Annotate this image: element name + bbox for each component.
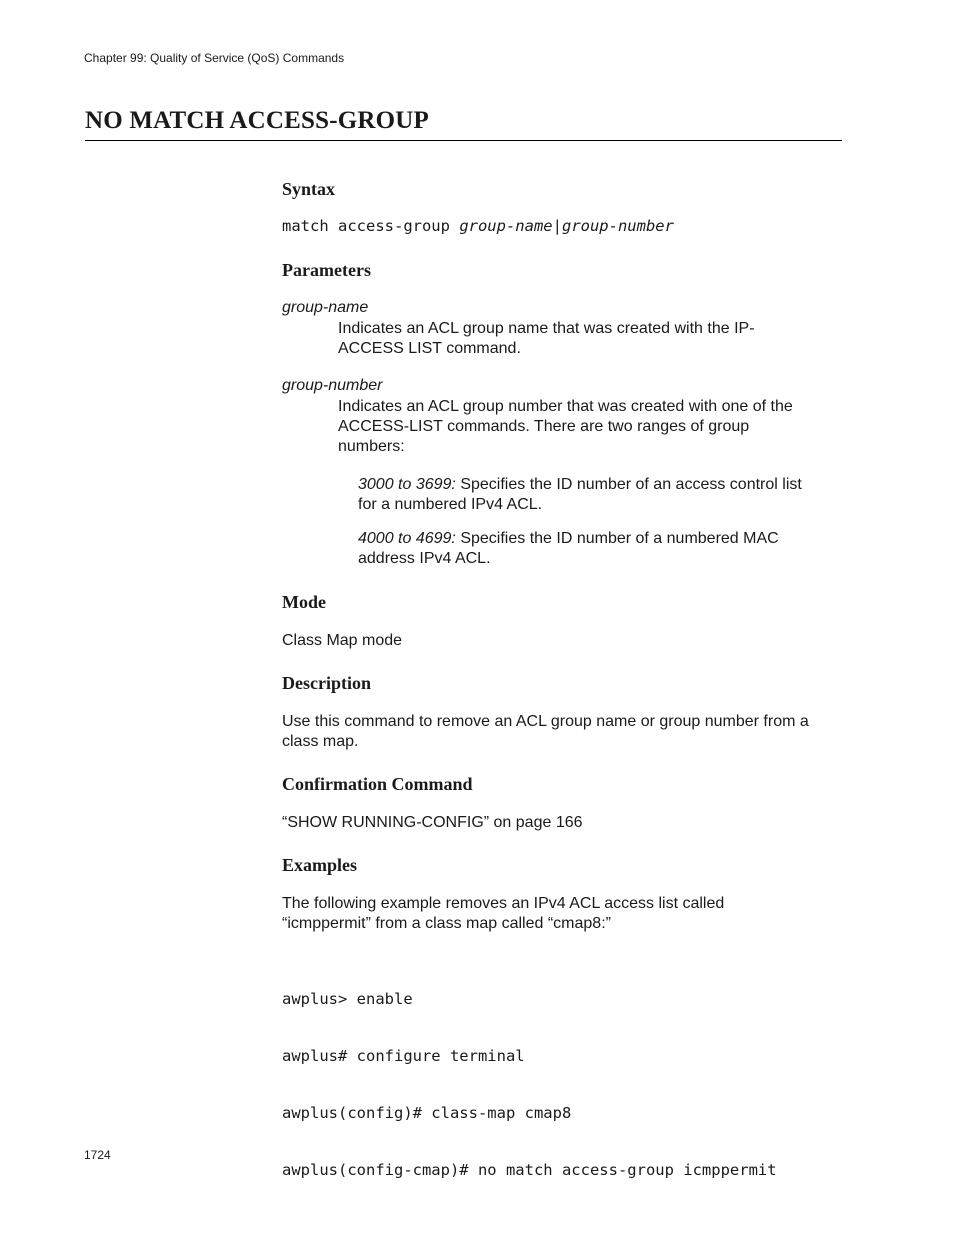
examples-line: “icmppermit” from a class map called “cmap8:” [282, 915, 611, 932]
code-line: awplus> enable [282, 990, 413, 1008]
description-line: Use this command to remove an ACL group name or group number from a [282, 713, 809, 730]
param-def-line: ACCESS-LIST commands. There are two ranges of group [338, 418, 750, 435]
range-text: Specifies the ID number of an access control list [455, 476, 802, 493]
param-def-line: Indicates an ACL group number that was created with one of the [338, 398, 793, 415]
param-def-group-name [338, 319, 838, 359]
examples-heading: Examples [282, 855, 358, 875]
description-line: class map. [282, 733, 359, 750]
parameters-heading: Parameters [282, 260, 371, 280]
code-block [282, 952, 777, 1218]
mode-text: Class Map mode [282, 632, 403, 649]
range-text: Specifies the ID number of a numbered MAC [455, 530, 779, 547]
description-text [282, 712, 842, 752]
code-line: awplus(config-cmap)# no match access-group icmppermit [282, 1161, 777, 1179]
confirmation-link[interactable]: “SHOW RUNNING-CONFIG” on page 166 [282, 814, 583, 831]
range-label: 3000 to 3699: [358, 476, 456, 493]
code-line: awplus(config)# class-map cmap8 [282, 1104, 572, 1122]
param-term-group-number: group-number [282, 377, 383, 394]
param-def-group-number [338, 397, 838, 457]
mode-heading: Mode [282, 592, 326, 612]
param-def-line: Indicates an ACL group name that was created with the IP- [338, 320, 755, 337]
title-rule [85, 140, 842, 141]
examples-line: The following example removes an IPv4 ACL access list called [282, 895, 725, 912]
code-line: awplus# configure terminal [282, 1047, 525, 1065]
range-label: 4000 to 4699: [358, 530, 456, 547]
syntax-arg-group-name: group-name [459, 217, 553, 235]
page-number: 1724 [84, 1148, 111, 1162]
chapter-header: Chapter 99: Quality of Service (QoS) Commands [84, 51, 345, 65]
range-item-3000 [358, 475, 842, 515]
param-def-line: numbers: [338, 438, 405, 455]
param-def-line: ACCESS LIST command. [338, 340, 521, 357]
description-heading: Description [282, 673, 371, 693]
range-text: for a numbered IPv4 ACL. [358, 496, 543, 513]
syntax-line [282, 217, 674, 236]
syntax-arg-group-number: group-number [561, 217, 674, 235]
range-text: address IPv4 ACL. [358, 550, 491, 567]
confirmation-heading: Confirmation Command [282, 774, 473, 794]
range-item-4000 [358, 529, 842, 569]
syntax-command: match access-group [282, 217, 460, 235]
examples-text [282, 894, 842, 934]
syntax-heading: Syntax [282, 179, 336, 199]
param-term-group-name: group-name [282, 299, 369, 316]
syntax-separator: | [552, 217, 562, 235]
page-title: NO MATCH ACCESS-GROUP [85, 107, 430, 134]
